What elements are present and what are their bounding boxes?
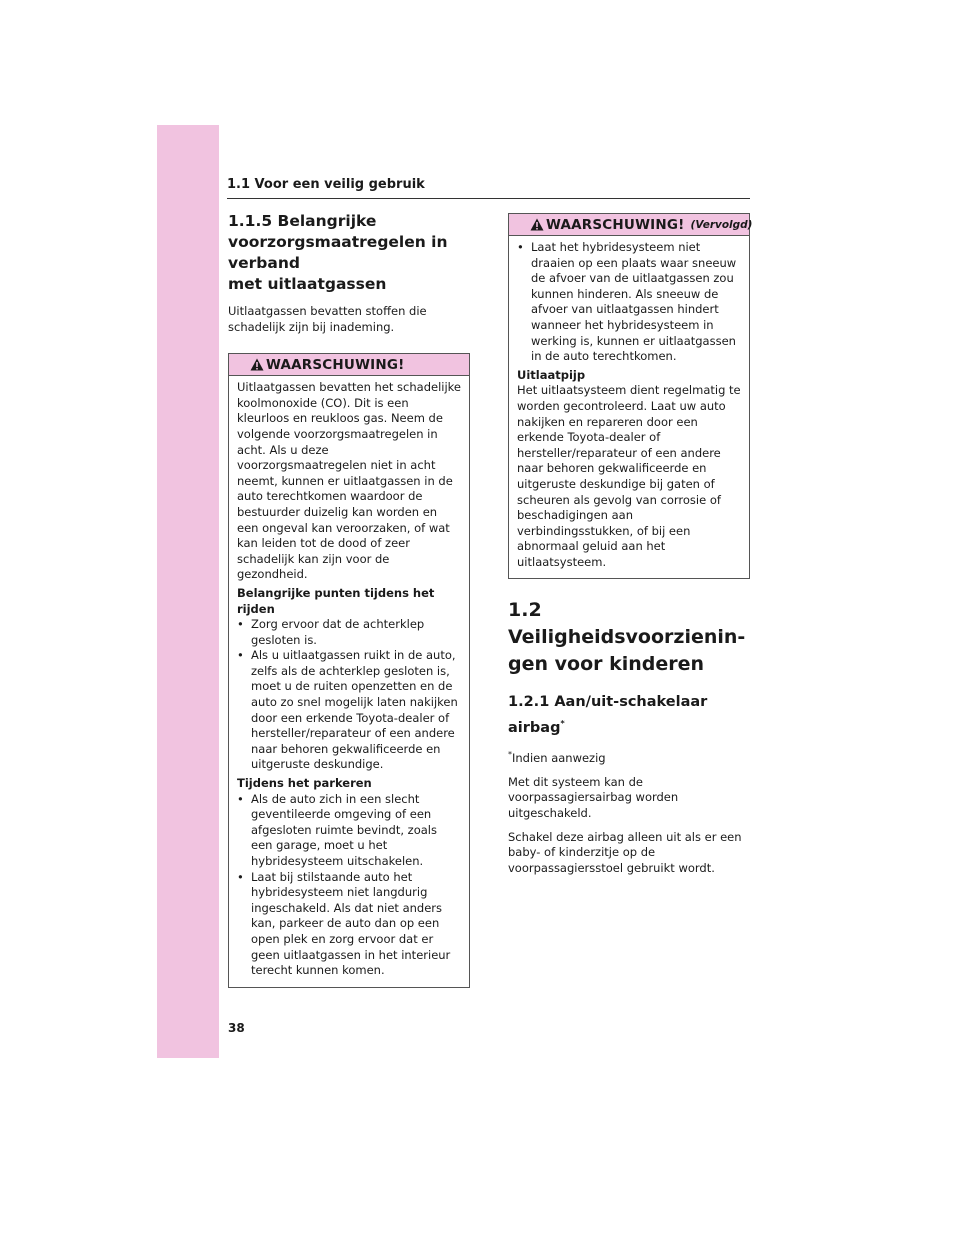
- section-header: 1.1 Voor een veilig gebruik: [227, 177, 425, 192]
- bullet: •: [237, 648, 244, 663]
- section-heading-1-2-1: [508, 692, 750, 739]
- list-item: [237, 870, 461, 979]
- list-item-text: Laat bij stilstaande auto het hybridesysteem niet langdurig ingeschakeld. Als dat niet anders kan, parkeer de auto dan op een open plek en zorg ervoor dat er geen uitlaatgassen in het interieur terecht kunnen komen.: [251, 869, 451, 978]
- warning-triangle-icon: [250, 358, 264, 371]
- left-column: [228, 211, 470, 988]
- intro-paragraph: Uitlaatgassen bevatten stoffen die schadelijk zijn bij inademing.: [228, 304, 427, 334]
- heading-line: met uitlaatgassen: [228, 275, 387, 293]
- warning-header: [229, 354, 469, 376]
- list-item: [237, 617, 461, 648]
- warning-triangle-icon: [530, 218, 544, 231]
- paragraph-airbag-2: Schakel deze airbag alleen uit als er een baby- of kinderzitje op de voorpassagiersstoel gebruikt wordt.: [508, 829, 742, 875]
- header-divider: [227, 198, 750, 199]
- bullet-list-snow: [517, 240, 741, 365]
- bullet-list-parking: [237, 792, 461, 979]
- bullet-list-driving: [237, 617, 461, 773]
- warning-text: Uitlaatgassen bevatten het schadelijke koolmonoxide (CO). Dit is een kleurloos en reukloos gas. Neem de volgende voorzorgsmaatregelen in acht. Als u deze voorzorgsmaatregelen niet in acht neemt, kunnen er uitlaatgassen in de auto terechtkomen waardoor de bestuurder duizelig kan worden en een ongeval kan veroorzaken, of wat kan leiden tot de dood of zeer schadelijk kan zijn voor de gezondheid.: [237, 380, 461, 582]
- footnote: [508, 747, 750, 766]
- side-band: [157, 125, 219, 1058]
- warning-body: [229, 376, 469, 987]
- chapter-heading-1-2: [508, 597, 750, 678]
- subheading-exhaust-pipe: Uitlaatpijp: [517, 367, 586, 382]
- list-item: [237, 648, 461, 773]
- heading-line: voorzorgsmaatregelen in verband: [228, 233, 448, 272]
- list-item-text: Laat het hybridesysteem niet draaien op een plaats waar sneeuw de afvoer van de uitlaatgassen zou kunnen hinderen. Als sneeuw de afvoer van uitlaatgassen hindert wanneer het hybridesysteem in werking is, kunnen er uitlaatgassen in de auto terechtkomen.: [531, 240, 737, 364]
- warning-box-continued: [508, 213, 753, 579]
- warning-body: [509, 236, 749, 578]
- heading-line: gen voor kinderen: [508, 653, 705, 676]
- warning-header: [509, 214, 753, 236]
- list-item-text: Zorg ervoor dat de achterklep gesloten is.: [251, 617, 425, 647]
- manual-page: [219, 125, 785, 1058]
- right-column: [508, 213, 753, 876]
- warning-box: [228, 353, 470, 988]
- warning-title: WAARSCHUWING!: [546, 216, 685, 233]
- heading-text: 1.2.1 Aan/uit-schakelaar airbag: [508, 694, 708, 737]
- footnote-marker: *: [508, 750, 512, 760]
- list-item-text: Als de auto zich in een slecht geventileerde omgeving of een afgesloten ruimte bevindt, zoals een garage, moet u het hybridesysteem uitschakelen.: [251, 791, 437, 868]
- warning-continued-label: (Vervolgd): [690, 218, 753, 231]
- subheading-driving: Belangrijke punten tijdens het rijden: [237, 585, 435, 616]
- warning-title: WAARSCHUWING!: [266, 356, 405, 373]
- bullet: •: [237, 791, 244, 806]
- bullet: •: [517, 240, 524, 254]
- list-item: [517, 240, 741, 365]
- paragraph-airbag-1: Met dit systeem kan de voorpassagiersairbag worden uitgeschakeld.: [508, 774, 679, 820]
- list-item-text: Als u uitlaatgassen ruikt in de auto, zelfs als de achterklep gesloten is, moet u de ruiten openzetten en de auto zo snel mogelijk laten nakijken door een erkende Toyota-dealer of hersteller/reparateur of een andere naar behoren gekwalificeerde en uitgeruste deskundige.: [251, 648, 458, 772]
- footnote-marker: *: [560, 719, 565, 729]
- page-number: 38: [228, 1021, 245, 1035]
- list-item: [237, 792, 461, 870]
- subheading-parking: Tijdens het parkeren: [237, 776, 372, 791]
- warning-text: Het uitlaatsysteem dient regelmatig te worden gecontroleerd. Laat uw auto nakijken en repareren door een erkende Toyota-dealer of hersteller/reparateur of een andere naar behoren gekwalificeerde en uitgeruste deskundige bij gaten of scheuren als gevolg van corrosie of beschadigingen aan verbindingsstukken, of bij een abnormaal geluid aan het uitlaatsysteem.: [517, 383, 741, 569]
- footnote-text: Indien aanwezig: [512, 751, 606, 766]
- section-heading-1-1-5: [228, 211, 470, 295]
- heading-line: 1.2 Veiligheidsvoorzienin-: [508, 599, 746, 649]
- heading-line: 1.1.5 Belangrijke: [228, 212, 377, 230]
- bullet: •: [237, 617, 244, 632]
- bullet: •: [237, 869, 244, 884]
